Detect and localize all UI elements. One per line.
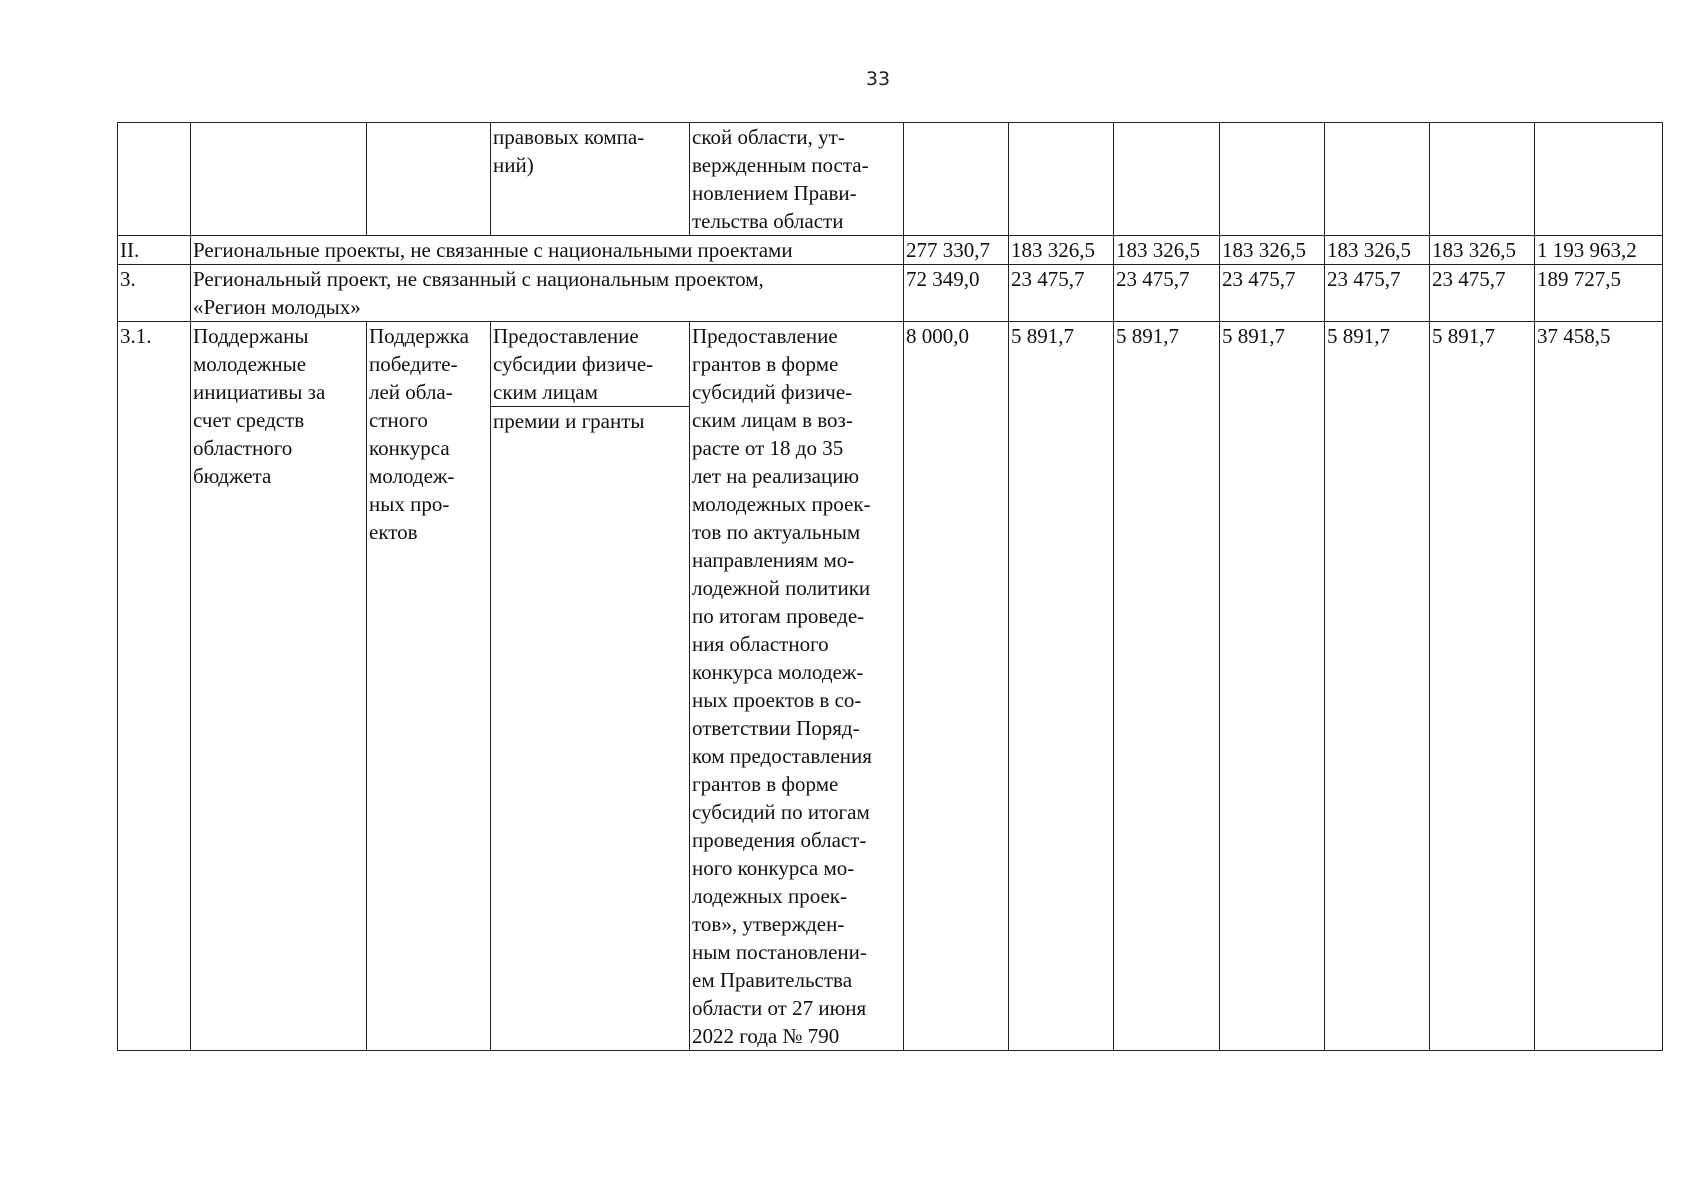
value-cell-total: 189 727,5 — [1535, 265, 1663, 322]
value-cell: 23 475,7 — [1430, 265, 1535, 322]
description-cell: Предоставление грантов в форме субсидий физиче- ским лицам в воз- расте от 18 до 35 лет на реализацию молодежных проек- тов по актуальным направлениям мо- лодежной политики по итогам проведе- ния областного конкурса молодеж- ных проектов в со- ответствии Поряд- ком предоставления грантов в форме субсидий по итогам проведения област- ного конкурса мо- лодежных проек- тов», утвержден- ным постановлени- ем Правительства области от 27 июня 2022 года № 790 — [690, 322, 904, 1051]
value-cell: 5 891,7 — [1220, 322, 1325, 1051]
type-subcell-subsidy: Предоставление субсидии физиче- ским лицам — [491, 322, 689, 407]
value-cell: 23 475,7 — [1325, 265, 1430, 322]
value-cell: 183 326,5 — [1220, 236, 1325, 265]
row-number: 3. — [118, 265, 191, 322]
value-cell-total: 37 458,5 — [1535, 322, 1663, 1051]
row-title: Региональный проект, не связанный с национальным проектом, «Регион молодых» — [191, 265, 904, 322]
value-cell: 277 330,7 — [904, 236, 1009, 265]
page-number: 33 — [865, 68, 891, 90]
value-cell: 23 475,7 — [1220, 265, 1325, 322]
type-subcell-grants: премии и гранты — [493, 409, 645, 433]
measure-cell: Поддержка победите- лей обла- стного конкурса молодеж- ных про- ектов — [367, 322, 491, 1051]
value-cell: 5 891,7 — [1325, 322, 1430, 1051]
value-cell: 23 475,7 — [1114, 265, 1220, 322]
value-cell: 5 891,7 — [1009, 322, 1114, 1051]
value-cell-total: 1 193 963,2 — [1535, 236, 1663, 265]
row-number: II. — [118, 236, 191, 265]
value-cell: 183 326,5 — [1325, 236, 1430, 265]
continuation-row — [118, 123, 1663, 236]
value-cell: 183 326,5 — [1430, 236, 1535, 265]
row-title: Региональные проекты, не связанные с национальными проектами — [191, 236, 904, 265]
value-cell: 72 349,0 — [904, 265, 1009, 322]
type-cell — [491, 322, 690, 1051]
row-project-3 — [118, 265, 1663, 322]
value-cell: 183 326,5 — [1009, 236, 1114, 265]
value-cell: 183 326,5 — [1114, 236, 1220, 265]
value-cell: 8 000,0 — [904, 322, 1009, 1051]
row-number: 3.1. — [118, 322, 191, 1051]
value-cell: 23 475,7 — [1009, 265, 1114, 322]
continuation-type-cell: правовых компа- ний) — [491, 123, 690, 236]
row-section-ii — [118, 236, 1663, 265]
value-cell: 5 891,7 — [1114, 322, 1220, 1051]
continuation-description-cell: ской области, ут- вержденным поста- новлением Прави- тельства области — [690, 123, 904, 236]
row-measure-3-1 — [118, 322, 1663, 1051]
result-cell: Поддержаны молодежные инициативы за счет средств областного бюджета — [191, 322, 367, 1051]
budget-table — [117, 122, 1663, 1051]
value-cell: 5 891,7 — [1430, 322, 1535, 1051]
